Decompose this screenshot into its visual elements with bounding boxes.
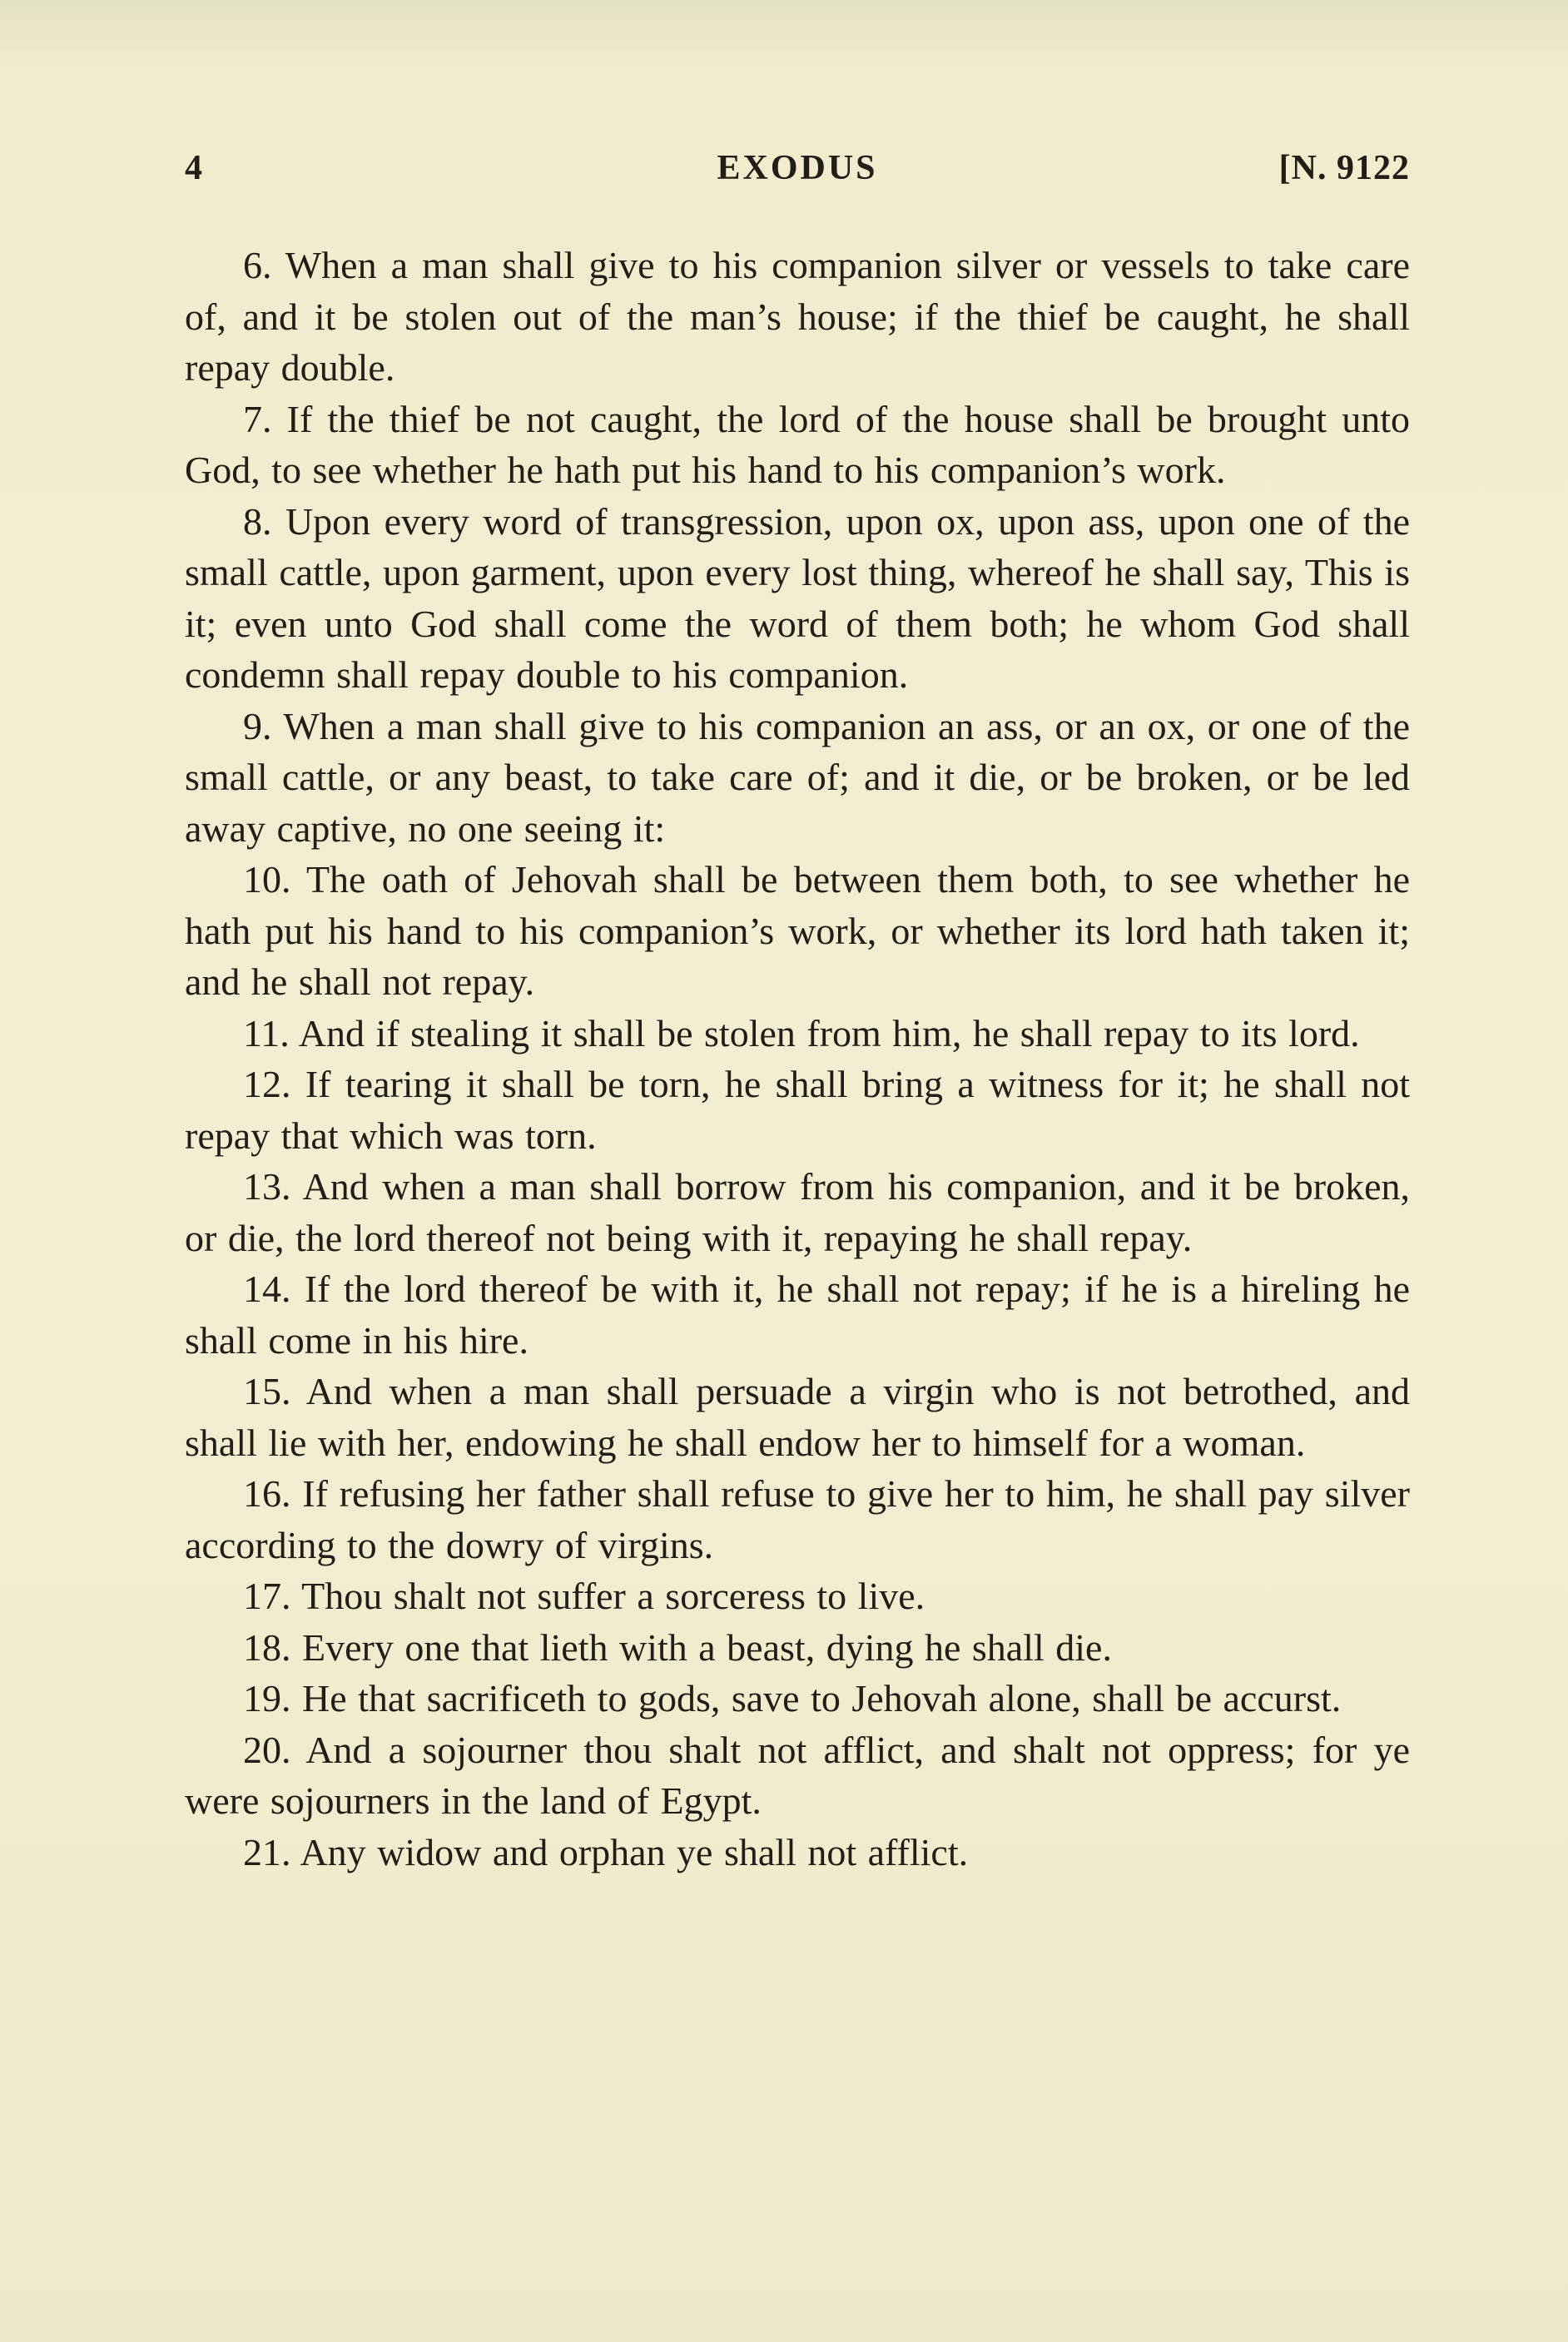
verse-paragraph: 21. Any widow and orphan ye shall not afflict. bbox=[243, 1830, 969, 1873]
verse-paragraph: 15. And when a man shall persuade a virgin who is not betrothed, and shall lie with her, endowing he shall endow her to himself for a woman. bbox=[185, 1370, 1410, 1464]
page-header bbox=[185, 148, 1410, 188]
verse-paragraph: 14. If the lord thereof be with it, he shall not repay; if he is a hireling he shall come in his hire. bbox=[185, 1268, 1410, 1362]
verse-paragraph: 12. If tearing it shall be torn, he shall bring a witness for it; he shall not repay that which was torn. bbox=[185, 1063, 1410, 1157]
running-head-title: EXODUS bbox=[717, 149, 878, 187]
verse-paragraph: 13. And when a man shall borrow from his companion, and it be broken, or die, the lord thereof not being with it, repaying he shall repay. bbox=[185, 1165, 1410, 1259]
verse-paragraph: 7. If the thief be not caught, the lord of the house shall be brought unto God, to see whether he hath put his hand to his companion’s work. bbox=[185, 397, 1410, 491]
page-number: 4 bbox=[185, 149, 203, 187]
verse-paragraph: 8. Upon every word of transgression, upon ox, upon ass, upon one of the small cattle, upon garment, upon every lost thing, whereof he shall say, This is it; even unto God shall come the word of them both; he whom God shall condemn shall repay double to his companion. bbox=[185, 499, 1410, 696]
verse-text-block bbox=[185, 240, 1410, 1878]
verse-paragraph: 20. And a sojourner thou shalt not afflict, and shalt not oppress; for ye were sojourners in the land of Egypt. bbox=[185, 1728, 1410, 1822]
verse-paragraph: 9. When a man shall give to his companion an ass, or an ox, or one of the small cattle, or any beast, to take care of; and it die, or be broken, or be led away captive, no one seeing it: bbox=[185, 704, 1410, 850]
header-reference: [N. 9122 bbox=[1278, 149, 1410, 187]
verse-paragraph: 18. Every one that lieth with a beast, dying he shall die. bbox=[243, 1625, 1112, 1669]
verse-paragraph: 6. When a man shall give to his companion silver or vessels to take care of, and it be stolen out of the man’s house; if the thief be caught, he shall repay double. bbox=[185, 244, 1410, 389]
verse-paragraph: 17. Thou shalt not suffer a sorceress to live. bbox=[243, 1575, 925, 1617]
verse-paragraph: 10. The oath of Jehovah shall be between them both, to see whether he hath put his hand to his companion’s work, or whether its lord hath taken it; and he shall not repay. bbox=[185, 858, 1410, 1003]
verse-paragraph: 11. And if stealing it shall be stolen from him, he shall repay to its lord. bbox=[243, 1011, 1360, 1054]
verse-paragraph: 16. If refusing her father shall refuse to give her to him, he shall pay silver according to the dowry of virgins. bbox=[185, 1472, 1410, 1566]
verse-paragraph: 19. He that sacrificeth to gods, save to Jehovah alone, shall be accurst. bbox=[243, 1677, 1342, 1719]
